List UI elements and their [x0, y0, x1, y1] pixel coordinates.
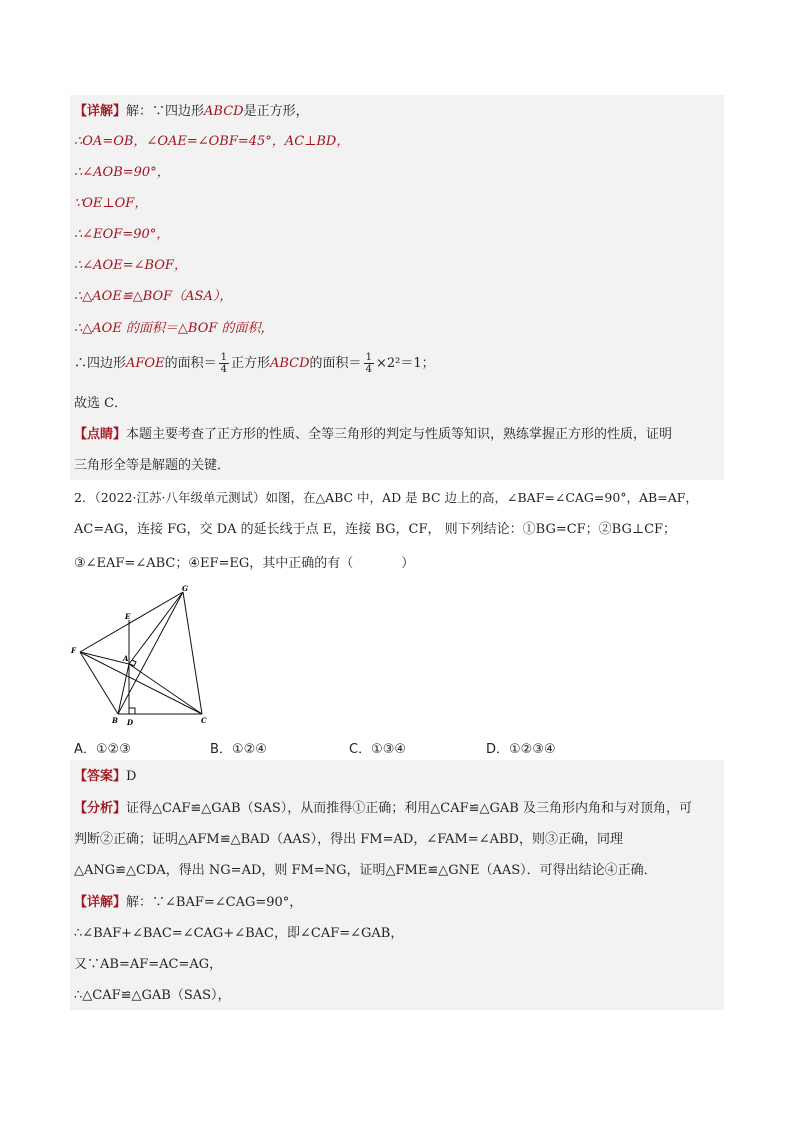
detail-2-line-1: 【详解】解：∵∠BAF=∠CAG=90°，: [74, 895, 303, 910]
segment-CF: [80, 652, 202, 714]
option-b[interactable]: B．①②④: [210, 742, 267, 757]
option-a[interactable]: A．①②③: [74, 742, 131, 757]
analysis-line-3: △ANG≌△CDA，得出 NG=AD，则 FM=NG，证明△FME≌△GNE（AAS）．可得出结论④正确．: [74, 863, 657, 878]
fraction-quarter-2: $\frac{1}{4}$: [365, 352, 372, 375]
detail-line-8: ∴△AOE 的面积＝△BOF 的面积，: [74, 321, 274, 336]
label-E: E: [125, 612, 131, 621]
question-line-3: ③∠EAF=∠ABC；④EF=EG，其中正确的有（ ）: [74, 556, 415, 571]
option-c[interactable]: C．①③④: [349, 742, 407, 757]
right-angle-mark-D: [129, 708, 135, 714]
detail-line-10: 故选 C．: [74, 396, 128, 411]
detail-line-6: ∴∠AOE=∠BOF，: [74, 258, 187, 273]
segment-AB: [118, 664, 129, 714]
analysis-line-1: 【分析】证得△CAF≌△GAB（SAS），从而推得①正确；利用△CAF≌△GAB 及三角形内角和与对顶角，可: [74, 801, 692, 816]
detail-line-4: ∵OE⊥OF，: [74, 196, 148, 211]
label-B: B: [112, 716, 118, 725]
label-G: G: [182, 584, 188, 593]
detail-2-line-4: ∴△CAF≌△GAB（SAS），: [74, 988, 231, 1003]
geometry-figure: [68, 583, 218, 728]
answer-line: 【答案】D: [74, 769, 137, 784]
detail-line-9: ∴四边形AFOE的面积＝ $\frac{1}{4}$ 正方形ABCD的面积＝ $\frac{1}{4}$ ×2²＝1；: [74, 352, 435, 375]
detail-2-line-3: 又∵AB=AF=AC=AG，: [74, 957, 223, 972]
fraction-quarter: $\frac{1}{4}$: [220, 352, 227, 375]
detail-line-1: 【详解】解：∵四边形ABCD是正方形，: [74, 104, 309, 119]
detail-line-2: ∴OA=OB，∠OAE=∠OBF=45°，AC⊥BD，: [74, 134, 350, 149]
segment-BG: [118, 592, 183, 714]
segment-CG: [183, 592, 202, 714]
detail-line-3: ∴∠AOB=90°，: [74, 165, 170, 180]
label-C: C: [201, 716, 207, 725]
comment-line-1: 【点睛】本题主要考查了正方形的性质、全等三角形的判定与性质等知识，熟练掌握正方形的性质，证明: [74, 427, 673, 442]
label-A: A: [123, 654, 129, 663]
comment-line-2: 三角形全等是解题的关键．: [74, 458, 231, 473]
label-D: D: [127, 718, 134, 727]
question-line-2: AC=AG，连接 FG，交 DA 的延长线于点 E，连接 BG，CF， 则下列结论：①BG=CF；②BG⊥CF；: [74, 522, 677, 537]
segment-AG: [129, 592, 183, 664]
detail-line-5: ∴∠EOF=90°，: [74, 227, 170, 242]
option-d[interactable]: D．①②③④: [486, 742, 556, 757]
segment-AC: [129, 664, 202, 714]
label-F: F: [71, 646, 76, 655]
detail-2-line-2: ∴∠BAF+∠BAC=∠CAG+∠BAC，即∠CAF=∠GAB，: [74, 926, 404, 941]
analysis-line-2: 判断②正确；证明△AFM≌△BAD（AAS），得出 FM=AD，∠FAM=∠ABD，则③正确，同理: [74, 832, 623, 847]
detail-line-7: ∴△AOE≌△BOF（ASA），: [74, 289, 233, 304]
segment-AF: [80, 652, 129, 664]
question-line-1: 2．（2022·江苏·八年级单元测试）如图，在△ABC 中，AD 是 BC 边上的高，∠BAF=∠CAG=90°，AB=AF，: [74, 490, 698, 505]
